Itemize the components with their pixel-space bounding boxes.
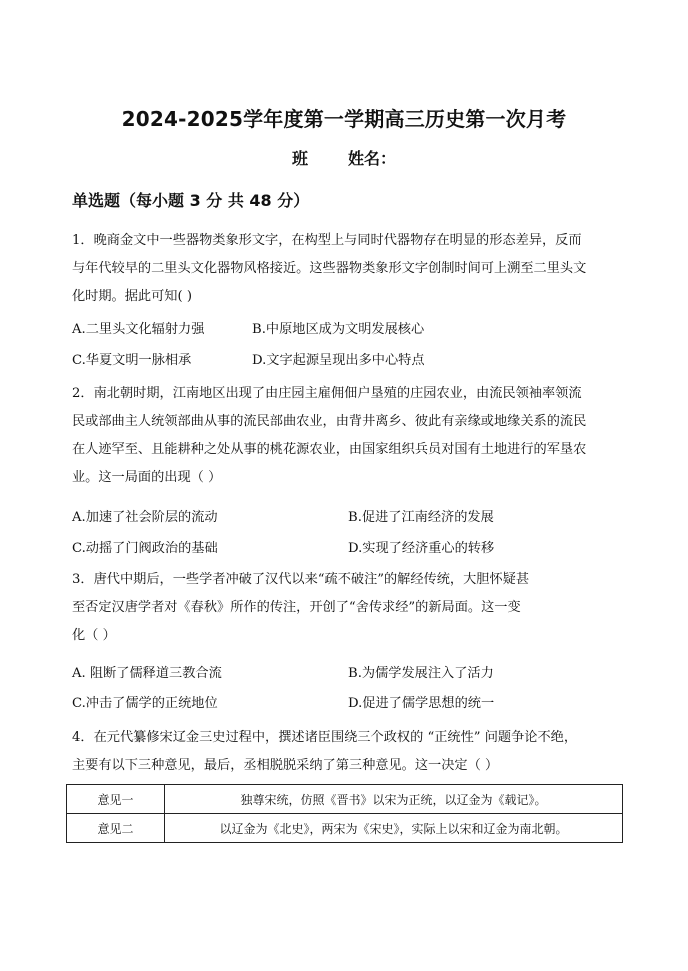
question-text-line: 主要有以下三种意见，最后，丞相脱脱采纳了第三种意见。这一决定（ ） [72, 758, 499, 773]
question-text-line: 化（ ） [72, 628, 116, 643]
option-b: B.促进了江南经济的发展 [348, 510, 494, 525]
student-info-line [0, 146, 688, 169]
option-a: A. 阻断了儒释道三教合流 [72, 666, 222, 681]
question-4 [72, 724, 617, 780]
option-d: D.实现了经济重心的转移 [348, 541, 495, 556]
question-text-line: 业。这一局面的出现（ ） [72, 470, 222, 485]
opinions-table [66, 784, 623, 843]
option-c: C.冲击了儒学的正统地位 [72, 696, 218, 711]
option-b: B.中原地区成为文明发展核心 [252, 322, 425, 337]
question-text-line: 民或部曲主人统领部曲从事的流民部曲农业，由背井离乡、彼此有亲缘或地缘关系的流民 [72, 414, 587, 429]
table-row-text: 以辽金为《北史》，两宋为《宋史》，实际上以宋和辽金为南北朝。 [165, 814, 623, 843]
question-text-line: 与年代较早的二里头文化器物风格接近。这些器物类象形文字创制时间可上溯至二里头文 [72, 261, 587, 276]
class-label: 班 [291, 149, 308, 168]
table-row-text: 独尊宋统，仿照《晋书》以宋为正统，以辽金为《载记》。 [165, 785, 623, 814]
exam-title: 2024-2025学年度第一学期高三历史第一次月考 [121, 107, 567, 131]
table-row [67, 785, 623, 814]
option-a: A.二里头文化辐射力强 [72, 322, 205, 337]
table-row-label: 意见一 [67, 785, 165, 814]
option-c: C.华夏文明一脉相承 [72, 353, 192, 368]
question-2 [72, 380, 617, 492]
question-text-line: 至否定汉唐学者对《春秋》所作的传注，开创了“舍传求经”的新局面。这一变 [72, 600, 521, 615]
question-3 [72, 566, 617, 650]
option-c: C.动摇了门阀政治的基础 [72, 541, 218, 556]
option-a: A.加速了社会阶层的流动 [72, 510, 218, 525]
name-label: 姓名： [348, 149, 397, 168]
question-text-line: 2．南北朝时期，江南地区出现了由庄园主雇佣佃户垦殖的庄园农业，由流民领袖率领流 [72, 386, 582, 401]
option-d: D.促进了儒学思想的统一 [348, 696, 495, 711]
table-row [67, 814, 623, 843]
question-text-line: 4．在元代纂修宋辽金三史过程中，撰述诸臣围绕三个政权的 “正统性” 问题争论不绝， [72, 730, 578, 745]
table-row-label: 意见二 [67, 814, 165, 843]
question-1 [72, 227, 617, 311]
question-text-line: 化时期。据此可知( ) [72, 289, 192, 304]
question-text-line: 3．唐代中期后，一些学者冲破了汉代以来“疏不破注”的解经传统，大胆怀疑甚 [72, 572, 530, 587]
question-text-line: 在人迹罕至、且能耕种之处从事的桃花源农业，由国家组织兵员对国有土地进行的军垦农 [72, 442, 587, 457]
question-text-line: 1．晚商金文中一些器物类象形文字，在构型上与同时代器物存在明显的形态差异，反而 [72, 233, 582, 248]
option-d: D.文字起源呈现出多中心特点 [252, 353, 425, 368]
option-b: B.为儒学发展注入了活力 [348, 666, 494, 681]
section-heading: 单选题（每小题 3 分 共 48 分） [72, 191, 310, 210]
